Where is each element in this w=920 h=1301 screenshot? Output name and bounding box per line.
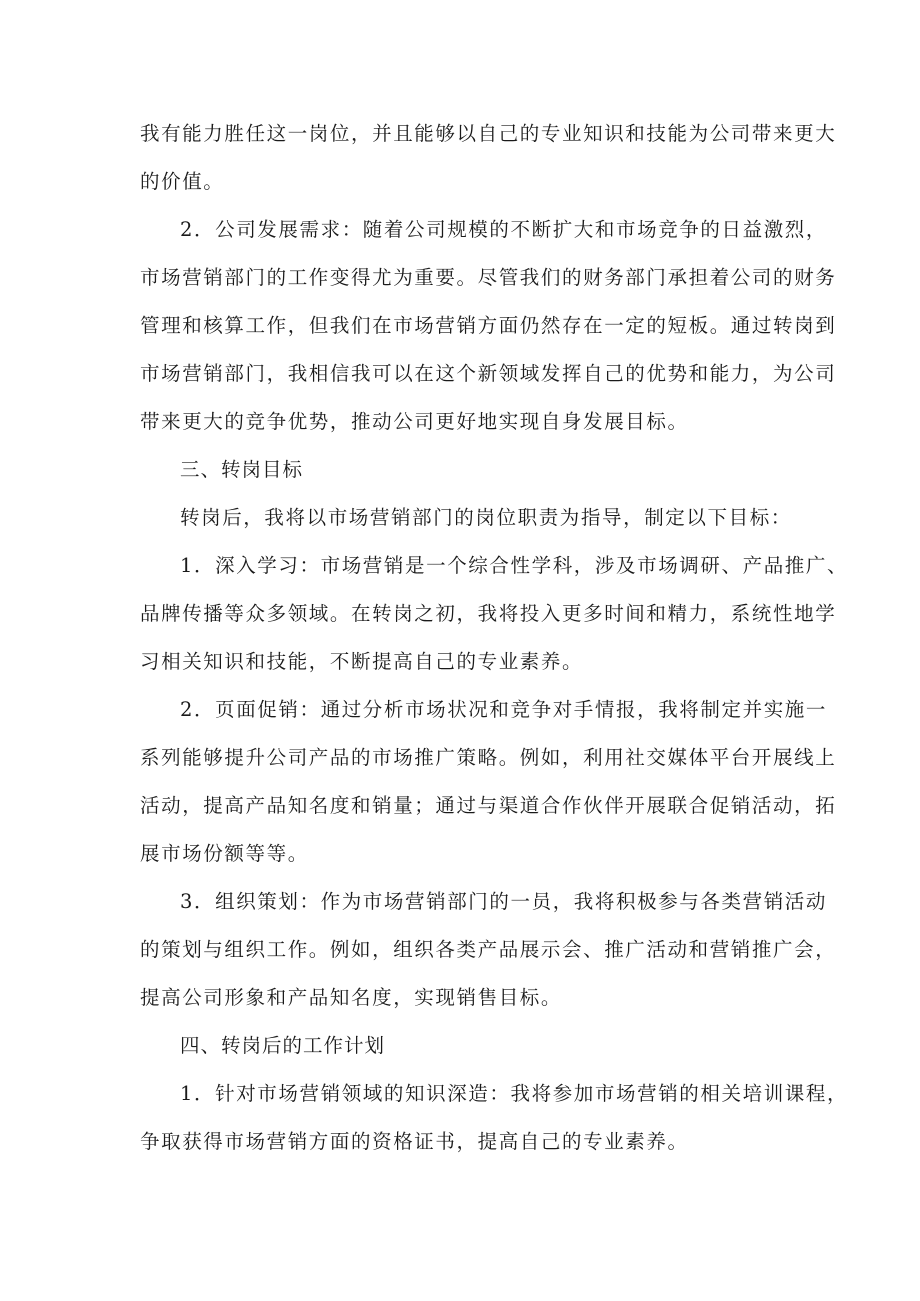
paragraph-line: 2．页面促销：通过分析市场状况和竞争对手情报，我将制定并实施一 — [180, 698, 828, 721]
paragraph-line: 的价值。 — [140, 170, 225, 193]
paragraph-line: 提高公司形象和产品知名度，实现销售目标。 — [140, 986, 563, 1009]
paragraph-line: 市场营销部门的工作变得尤为重要。尽管我们的财务部门承担着公司的财务 — [140, 266, 837, 289]
paragraph-line: 市场营销部门，我相信我可以在这个新领域发挥自己的优势和能力，为公司 — [140, 362, 837, 385]
paragraph-line: 1．深入学习：市场营销是一个综合性学科，涉及市场调研、产品推广、 — [180, 554, 849, 577]
paragraph-line: 我有能力胜任这一岗位，并且能够以自己的专业知识和技能为公司带来更大 — [140, 122, 837, 145]
paragraph-line: 2．公司发展需求：随着公司规模的不断扩大和市场竞争的日益激烈， — [180, 218, 828, 241]
paragraph-line: 管理和核算工作，但我们在市场营销方面仍然存在一定的短板。通过转岗到 — [140, 314, 837, 337]
paragraph-line: 1．针对市场营销领域的知识深造：我将参加市场营销的相关培训课程， — [180, 1082, 849, 1105]
paragraph-line: 3．组织策划：作为市场营销部门的一员，我将积极参与各类营销活动 — [180, 890, 828, 913]
paragraph-line: 争取获得市场营销方面的资格证书，提高自己的专业素养。 — [140, 1130, 689, 1153]
paragraph-line: 的策划与组织工作。例如，组织各类产品展示会、推广活动和营销推广会， — [140, 938, 837, 961]
paragraph-line: 展市场份额等等。 — [140, 842, 309, 865]
paragraph-line: 品牌传播等众多领域。在转岗之初，我将投入更多时间和精力，系统性地学 — [140, 602, 837, 625]
paragraph-line: 带来更大的竞争优势，推动公司更好地实现自身发展目标。 — [140, 410, 689, 433]
paragraph-line: 转岗后，我将以市场营销部门的岗位职责为指导，制定以下目标： — [180, 506, 792, 529]
paragraph-line: 习相关知识和技能，不断提高自己的专业素养。 — [140, 650, 584, 673]
paragraph-line: 活动，提高产品知名度和销量；通过与渠道合作伙伴开展联合促销活动，拓 — [140, 794, 837, 817]
section-heading: 三、转岗目标 — [180, 458, 304, 481]
paragraph-line: 系列能够提升公司产品的市场推广策略。例如，利用社交媒体平台开展线上 — [140, 746, 837, 769]
section-heading: 四、转岗后的工作计划 — [180, 1034, 386, 1057]
